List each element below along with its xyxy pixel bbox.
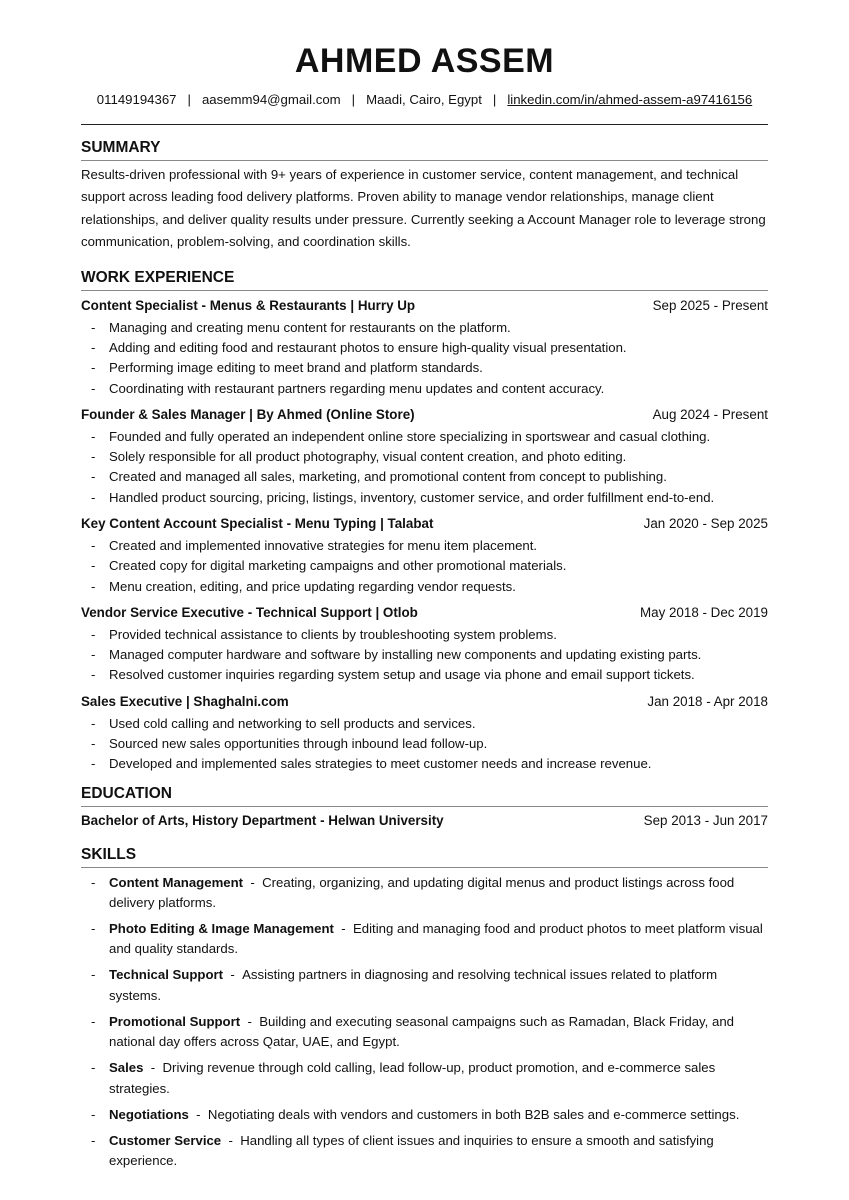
job-bullet (81, 645, 768, 665)
skill-name: Content Management (109, 874, 244, 890)
header-divider (81, 124, 768, 125)
skills-section (81, 846, 768, 1172)
job-bullet-text: Provided technical assistance to clients by troubleshooting system problems. (109, 626, 557, 642)
job-bullet (81, 358, 768, 378)
section-divider (81, 290, 768, 291)
skill-item (81, 919, 768, 960)
education-degree: Bachelor of Arts, History Department - Helwan University (81, 812, 444, 828)
bullet-dash: - (91, 967, 96, 983)
job-bullet-text: Created and managed all sales, marketing, and promotional content from concept to publishing. (109, 469, 667, 485)
education-section (81, 785, 768, 829)
job-bullet-list (81, 714, 768, 775)
job-bullet-text: Resolved customer inquiries regarding system setup and usage via phone and email support tickets. (109, 667, 695, 683)
job-date: Jan 2018 - Apr 2018 (647, 693, 768, 709)
skill-name: Technical Support (109, 967, 224, 983)
skill-description: Negotiating deals with vendors and customers in both B2B sales and e-commerce settings. (207, 1106, 740, 1122)
location: Maadi, Cairo, Egypt (366, 92, 482, 107)
job-bullet-text: Solely responsible for all product photography, visual content creation, and photo editing. (109, 449, 627, 465)
bullet-dash: - (91, 360, 96, 376)
job-title: Key Content Account Specialist - Menu Typing | Talabat (81, 516, 434, 531)
phone-number: 01149194367 (96, 92, 177, 107)
bullet-dash: - (91, 558, 96, 574)
job-bullet-list (81, 536, 768, 597)
job-bullet-text: Managing and creating menu content for restaurants on the platform. (109, 319, 511, 335)
job-header (81, 516, 768, 532)
bullet-dash: - (91, 538, 96, 553)
job-bullet-text: Created copy for digital marketing campaigns and other promotional materials. (109, 558, 567, 574)
job-bullet-list (81, 318, 768, 399)
bullet-dash: - (91, 578, 96, 594)
skill-item (81, 1012, 768, 1053)
job-bullet (81, 488, 768, 508)
bullet-dash: - (91, 667, 96, 683)
job-bullet-text: Performing image editing to meet brand and platform standards. (109, 360, 483, 376)
job-entry (81, 298, 768, 399)
job-date: Jan 2020 - Sep 2025 (643, 516, 768, 531)
skill-separator: - (143, 1060, 163, 1076)
job-title: Content Specialist - Menus & Restaurants | Hurry Up (81, 297, 416, 313)
skill-description: Building and executing seasonal campaigns such as Ramadan, Black Friday, and national day offers across Qatar, UAE, and Egypt. (109, 1013, 734, 1050)
job-title: Vendor Service Executive - Technical Support | Otlob (81, 604, 418, 620)
job-bullet-text: Used cold calling and networking to sell products and services. (109, 715, 476, 731)
job-bullet (81, 665, 768, 685)
candidate-name: AHMED ASSEM (294, 42, 555, 80)
bullet-dash: - (91, 1060, 96, 1076)
section-title-skills: SKILLS (81, 845, 137, 863)
bullet-dash: - (91, 1106, 96, 1122)
job-bullet-text: Menu creation, editing, and price updating regarding vendor requests. (109, 578, 516, 594)
bullet-dash: - (91, 715, 96, 731)
linkedin-link[interactable]: linkedin.com/in/ahmed-assem-a97416156 (507, 92, 753, 107)
education-entry (81, 813, 768, 829)
job-bullet-text: Created and implemented innovative strategies for menu item placement. (109, 538, 538, 553)
skill-description: Creating, organizing, and updating digital menus and product listings across food delivery platforms. (109, 874, 735, 910)
skill-item (81, 1131, 768, 1172)
skill-separator: - (333, 921, 353, 937)
bullet-dash: - (91, 921, 96, 937)
job-bullet-text: Sourced new sales opportunities through inbound lead follow-up. (109, 736, 488, 752)
resume-page (81, 0, 768, 1177)
bullet-dash: - (91, 449, 96, 465)
job-list (81, 298, 768, 775)
bullet-dash: - (91, 1013, 96, 1029)
skill-separator: - (243, 874, 263, 890)
job-bullet (81, 427, 768, 447)
job-bullet (81, 338, 768, 358)
job-bullet (81, 734, 768, 754)
job-header (81, 694, 768, 710)
bullet-dash: - (91, 626, 96, 642)
job-bullet (81, 577, 768, 597)
contact-separator: | (492, 92, 497, 107)
job-bullet-list (81, 427, 768, 508)
section-divider (81, 160, 768, 161)
job-bullet (81, 536, 768, 556)
skill-name: Customer Service (109, 1132, 222, 1148)
job-title: Founder & Sales Manager | By Ahmed (Online Store) (81, 406, 415, 422)
skill-item (81, 1058, 768, 1099)
job-bullet (81, 318, 768, 338)
job-bullet-text: Managed computer hardware and software by installing new components and updating existing parts. (109, 647, 702, 663)
bullet-dash: - (91, 489, 96, 505)
bullet-dash: - (91, 380, 96, 396)
job-bullet-list (81, 625, 768, 686)
job-bullet (81, 379, 768, 399)
contact-separator: | (351, 92, 356, 107)
job-bullet-text: Founded and fully operated an independent online store specializing in sportswear and casual clothing. (109, 428, 711, 444)
bullet-dash: - (91, 1132, 96, 1148)
bullet-dash: - (91, 319, 96, 335)
job-entry (81, 516, 768, 597)
skill-name: Sales (109, 1060, 144, 1076)
job-header (81, 605, 768, 621)
section-divider (81, 806, 768, 807)
job-bullet (81, 625, 768, 645)
contact-line (81, 92, 768, 108)
job-bullet-text: Developed and implemented sales strategies to meet customer needs and increase revenue. (109, 756, 652, 772)
job-title: Sales Executive | Shaghalni.com (81, 693, 289, 709)
education-date: Sep 2013 - Jun 2017 (643, 812, 768, 828)
job-bullet (81, 447, 768, 467)
skill-separator: - (223, 967, 243, 983)
job-bullet (81, 556, 768, 576)
job-entry (81, 694, 768, 775)
job-bullet (81, 754, 768, 774)
bullet-dash: - (91, 339, 96, 355)
experience-section (81, 269, 768, 775)
job-bullet-text: Adding and editing food and restaurant photos to ensure high-quality visual presentation. (109, 339, 627, 355)
skill-item (81, 1105, 768, 1125)
job-bullet-text: Handled product sourcing, pricing, listings, inventory, customer service, and order fulfillment end-to-end. (109, 489, 715, 505)
job-bullet (81, 467, 768, 487)
job-bullet-text: Coordinating with restaurant partners regarding menu updates and content accuracy. (109, 380, 605, 396)
skill-description: Editing and managing food and product photos to meet platform visual and quality standards. (109, 921, 763, 957)
skill-item (81, 965, 768, 1006)
bullet-dash: - (91, 756, 96, 772)
section-title-education: EDUCATION (81, 784, 172, 802)
skill-description: Driving revenue through cold calling, lead follow-up, product promotion, and e-commerce sales strategies. (109, 1060, 716, 1096)
bullet-dash: - (91, 428, 96, 444)
skill-description: Handling all types of client issues and inquiries to ensure a smooth and satisfying experience. (109, 1132, 714, 1169)
job-header (81, 298, 768, 314)
skill-separator: - (221, 1132, 241, 1148)
job-date: Aug 2024 - Present (652, 406, 768, 422)
job-bullet (81, 714, 768, 734)
job-date: Sep 2025 - Present (652, 297, 768, 313)
job-header (81, 407, 768, 423)
section-title-summary: SUMMARY (81, 139, 161, 156)
skill-description: Assisting partners in diagnosing and resolving technical issues related to platform systems. (109, 967, 718, 1003)
skill-name: Negotiations (109, 1106, 189, 1122)
bullet-dash: - (91, 469, 96, 485)
skill-item (81, 873, 768, 914)
skill-name: Photo Editing & Image Management (109, 921, 334, 937)
skill-separator: - (240, 1013, 260, 1029)
bullet-dash: - (91, 647, 96, 663)
job-date: May 2018 - Dec 2019 (639, 604, 768, 620)
summary-text: Results-driven professional with 9+ years of experience in customer service, content management, and technical support across leading food delivery platforms. Proven ability to manage vendor relationships, manage client relationships, and deliver quality results under pressure. Currently seeking a Account Manager role to leverage strong communication, problem-solving, and coordination skills. (81, 167, 766, 250)
job-entry (81, 605, 768, 686)
summary-section (81, 139, 768, 254)
bullet-dash: - (91, 874, 96, 890)
contact-separator: | (187, 92, 191, 107)
section-title-experience: WORK EXPERIENCE (81, 268, 235, 286)
skills-list (81, 873, 768, 1172)
skill-separator: - (188, 1106, 208, 1122)
email-address[interactable]: aasemm94@gmail.com (201, 92, 341, 107)
section-divider (81, 867, 768, 868)
bullet-dash: - (91, 736, 96, 752)
skill-name: Promotional Support (109, 1013, 241, 1029)
job-entry (81, 407, 768, 508)
